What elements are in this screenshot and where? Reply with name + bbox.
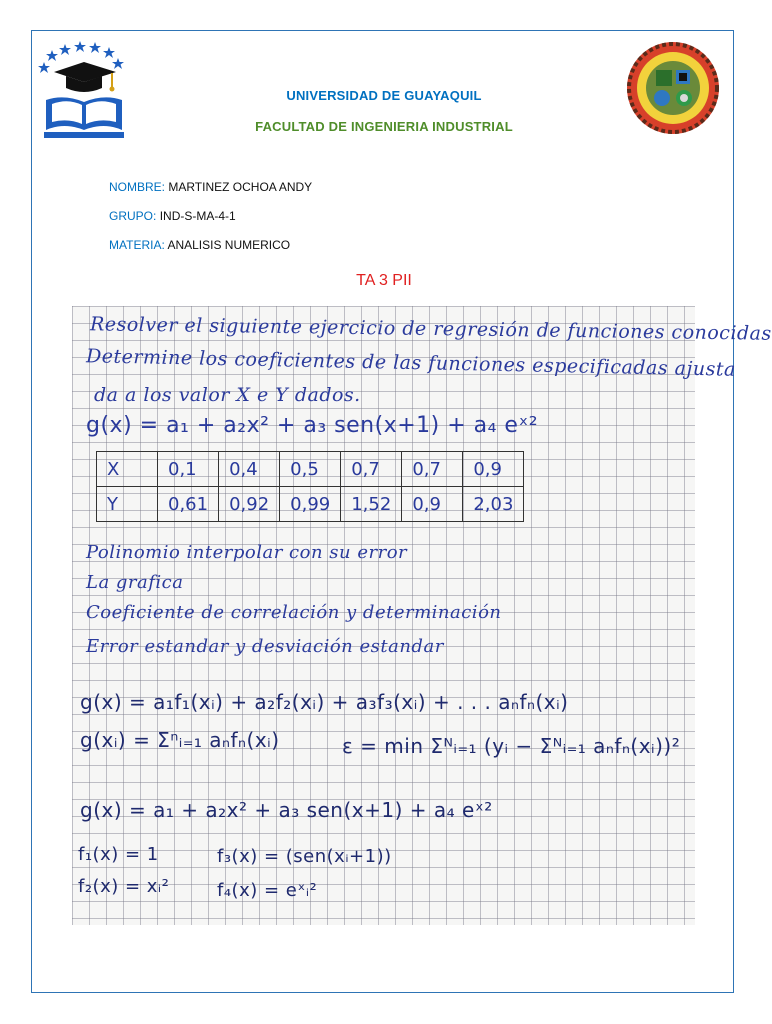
equation-f1: f₁(x) = 1 [78,844,159,865]
materia-value: ANALISIS NUMERICO [167,238,291,252]
grupo-label: GRUPO: [109,209,157,223]
grupo-row [109,209,236,223]
grupo-value: IND-S-MA-4-1 [159,209,236,223]
exercise-line-3: da a los valor X e Y dados. [94,384,361,406]
table-cell: 0,9 [402,487,463,522]
table-cell: 0,92 [219,487,280,522]
equation-model: g(x) = a₁ + a₂x² + a₃ sen(x+1) + a₄ eˣ² [80,798,493,822]
document-title: TA 3 PII [356,272,412,289]
equation-f4: f₄(x) = eˣᵢ² [217,880,318,901]
nombre-value: MARTINEZ OCHOA ANDY [168,180,313,194]
exercise-line-1: Resolver el siguiente ejercicio de regresión de funciones conocidas [89,313,772,345]
equation-error: ε = min Σᴺᵢ₌₁ (yᵢ − Σᴺᵢ₌₁ aₙfₙ(xᵢ))² [342,734,681,758]
table-cell: 0,7 [341,452,402,487]
table-cell: 0,9 [463,452,524,487]
data-table [96,451,524,522]
table-cell: 1,52 [341,487,402,522]
materia-row [109,238,290,252]
exercise-line-2: Determine los coeficientes de las funciones especificadas ajusta [85,345,737,381]
model-formula: g(x) = a₁ + a₂x² + a₃ sen(x+1) + a₄ eˣ² [86,413,539,438]
nombre-label: NOMBRE: [109,180,166,194]
equation-sum: g(xᵢ) = Σⁿᵢ₌₁ aₙfₙ(xᵢ) [80,728,280,752]
equation-f2: f₂(x) = xᵢ² [78,876,170,897]
task-coeficiente: Coeficiente de correlación y determinación [86,602,502,623]
table-cell: 0,5 [280,452,341,487]
equation-f3: f₃(x) = (sen(xᵢ+1)) [217,846,392,867]
table-row [97,487,524,522]
task-error: Error estandar y desviación estandar [86,636,444,657]
faculty-name: FACULTAD DE INGENIERIA INDUSTRIAL [255,119,513,134]
table-cell: Y [97,487,158,522]
table-cell: 0,99 [280,487,341,522]
table-cell: 0,7 [402,452,463,487]
task-polinomio: Polinomio interpolar con su error [86,542,408,563]
university-name: UNIVERSIDAD DE GUAYAQUIL [286,88,482,103]
table-cell: 0,61 [158,487,219,522]
materia-label: MATERIA: [109,238,165,252]
table-cell: 2,03 [463,487,524,522]
task-grafica: La grafica [86,572,184,593]
table-cell: 0,4 [219,452,280,487]
nombre-row [109,180,312,194]
table-row [97,452,524,487]
handwritten-notebook-image [72,306,772,925]
equation-general: g(x) = a₁f₁(xᵢ) + a₂f₂(xᵢ) + a₃f₃(xᵢ) + . . . aₙfₙ(xᵢ) [80,690,569,714]
table-cell: 0,1 [158,452,219,487]
table-cell: X [97,452,158,487]
